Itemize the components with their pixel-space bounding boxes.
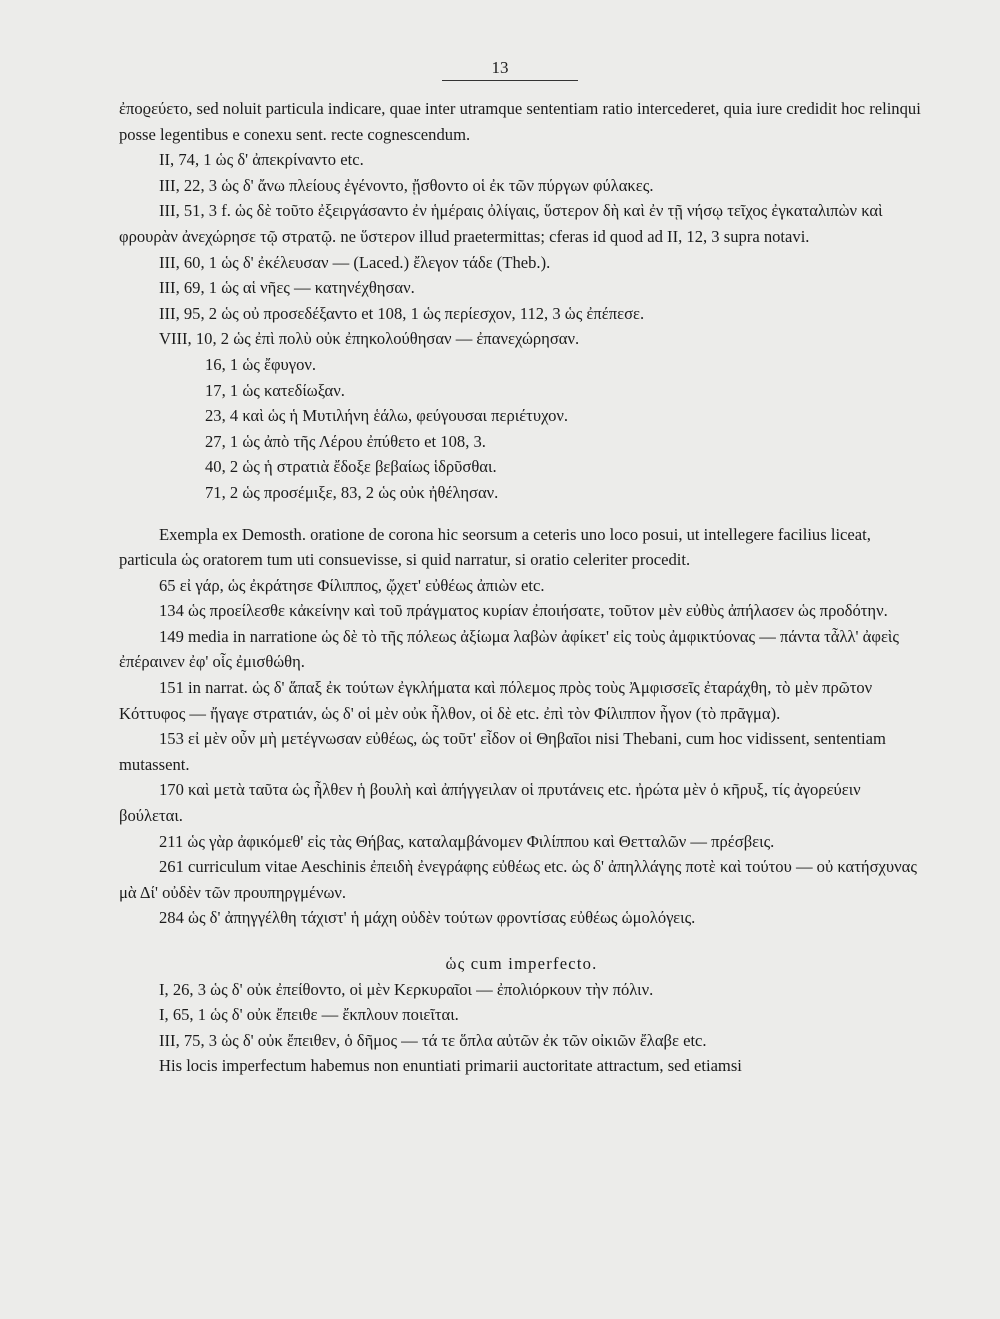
text-line: III, 51, 3 f. ὡς δὲ τοῦτο ἐξειργάσαντο ἐν ἡμέραις ὀλίγαις, ὕστερον δὴ καὶ ἐν τῇ νήσῳ τεῖχος ἐγκαταλιπὼν καὶ φρουρὰν ἀνεχώρησε τῷ στρατῷ. ne ὕστερον illud praetermittas; cferas id quod ad II, 12, 3 supra notavi. — [119, 201, 883, 246]
text-line: III, 69, 1 ὡς αἱ νῆες — κατηνέχθησαν. — [159, 278, 415, 298]
text-line: 149 media in narratione ὡς δὲ τὸ τῆς πόλεως ἀξίωμα λαβὼν ἀφίκετ' εἰς τοὺς ἀμφικτύονας — πάντα τἆλλ' ἀφεὶς ἐπέραινεν ἐφ' οἷς ἐμισθώθη. — [119, 626, 899, 672]
spacer — [119, 931, 924, 951]
text-line: His locis imperfectum habemus non enuntiati primarii auctoritate attractum, sed etiamsi — [159, 1056, 742, 1076]
text-line: 71, 2 ὡς προσέμιξε, 83, 2 ὡς οὐκ ἠθέλησαν. — [205, 482, 499, 502]
text-line: VIII, 10, 2 ὡς ἐπὶ πολὺ οὐκ ἐπηκολούθησαν — ἐπανεχώρησαν. — [159, 329, 580, 349]
text-line: 16, 1 ὡς ἔφυγον. — [205, 354, 317, 374]
text-line: 134 ὡς προείλεσθε κἀκείνην καὶ τοῦ πράγματος κυρίαν ἐποιήσατε, τοῦτον μὲν εὐθὺς ἀπήλασεν ὡς προδότην. — [159, 601, 888, 621]
text-line: 40, 2 ὡς ἡ στρατιὰ ἔδοξε βεβαίως ἱδρῦσθαι. — [205, 457, 497, 477]
text-line: 170 καὶ μετὰ ταῦτα ὡς ἦλθεν ἡ βουλὴ καὶ ἀπήγγειλαν οἱ πρυτάνεις etc. ἠρώτα μὲν ὁ κῆρυξ, τίς ἀγορεύειν βούλεται. — [119, 780, 861, 826]
body-text — [119, 96, 924, 1079]
text-line: 151 in narrat. ὡς δ' ἅπαξ ἐκ τούτων ἐγκλήματα καὶ πόλεμος πρὸς τοὺς Ἀμφισσεῖς ἐταράχθη, τὸ μὲν πρῶτον Κόττυφος — ἤγαγε στρατιάν, ὡς δ' οἱ μὲν οὐκ ἦλθον, οἱ δὲ etc. ἐπὶ τὸν Φίλιππον ἦγον (τὸ πρᾶγμα). — [119, 678, 873, 723]
text-line: I, 65, 1 ὡς δ' οὐκ ἔπειθε — ἔκπλουν ποιεῖται. — [159, 1005, 459, 1025]
text-block-main — [119, 96, 924, 951]
page-number: 13 — [491, 58, 509, 77]
text-line: 17, 1 ὡς κατεδίωξαν. — [205, 380, 345, 400]
text-line: III, 60, 1 ὡς δ' ἐκέλευσαν — (Laced.) ἔλεγον τάδε (Theb.). — [159, 252, 551, 272]
text-line: II, 74, 1 ὡς δ' ἀπεκρίναντο etc. — [159, 150, 364, 170]
text-line: 261 curriculum vitae Aeschinis ἐπειδὴ ἐνεγράφης εὐθέως etc. ὡς δ' ἀπηλλάγης ποτὲ καὶ τούτου — οὐ κατήσχυνας μὰ Δί' οὐδὲν τῶν προυπηργμένων. — [119, 857, 917, 902]
text-line: III, 22, 3 ὡς δ' ἄνω πλείους ἐγένοντο, ᾔσθοντο οἱ ἐκ τῶν πύργων φύλακες. — [159, 175, 654, 195]
text-line: 23, 4 καὶ ὡς ἡ Μυτιλήνη ἑάλω, φεύγουσαι περιέτυχον. — [205, 406, 569, 426]
text-block-imperfect — [119, 977, 924, 1079]
header-rule — [442, 80, 578, 81]
text-line: 211 ὡς γὰρ ἀφικόμεθ' εἰς τὰς Θήβας, καταλαμβάνομεν Φιλίππου καὶ Θετταλῶν — πρέσβεις. — [159, 831, 775, 851]
text-line: 284 ὡς δ' ἀπηγγέλθη τάχιστ' ἡ μάχη οὐδὲν τούτων φροντίσας εὐθέως ὡμολόγεις. — [159, 908, 696, 928]
text-line: 153 εἰ μὲν οὖν μὴ μετέγνωσαν εὐθέως, ὡς τοῦτ' εἶδον οἱ Θηβαῖοι nisi Thebani, cum hoc vidissent, sententiam mutassent. — [119, 729, 886, 774]
text-line: Exempla ex Demosth. oratione de corona hic seorsum a ceteris uno loco posui, ut intellegere facilius liceat, particula ὡς oratorem tum uti consuevisse, si quid narratur, si oratio celeriter procedit. — [119, 524, 871, 570]
text-line: ἐποϱεύετο, sed noluit particula indicare, quae inter utramque sententiam ratio intercederet, quia iure credidit hoc relinqui posse legentibus e conexu sent. recte cognescendum. — [119, 99, 921, 144]
text-line: 65 εἰ γάρ, ὡς ἐκράτησε Φίλιππος, ᾤχετ' εὐθέως ἀπιὼν etc. — [159, 575, 545, 595]
text-line: III, 75, 3 ὡς δ' οὐκ ἔπειθεν, ὁ δῆμος — τά τε ὅπλα αὐτῶν ἐκ τῶν οἰκιῶν ἔλαβε etc. — [159, 1030, 707, 1050]
text-line: 27, 1 ὡς ἀπὸ τῆς Λέρου ἐπύθετο et 108, 3. — [205, 431, 486, 451]
section-heading: ὡς cum imperfecto. — [445, 954, 598, 973]
text-line: I, 26, 3 ὡς δ' οὐκ ἐπείθοντο, οἱ μὲν Κερκυραῖοι — ἐπολιόρκουν τὴν πόλιν. — [159, 979, 654, 999]
spacer — [119, 506, 924, 522]
text-line: III, 95, 2 ὡς οὐ προσεδέξαντο et 108, 1 ὡς περίεσχον, 112, 3 ὡς ἐπέπεσε. — [159, 303, 645, 323]
